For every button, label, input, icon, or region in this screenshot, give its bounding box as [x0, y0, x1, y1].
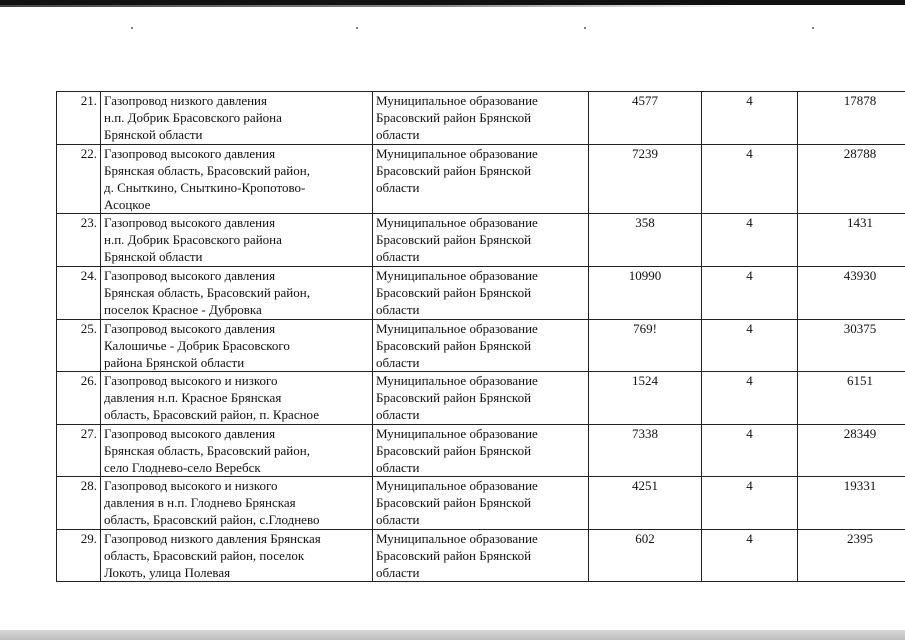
pipeline-name-line: района Брянской области	[104, 355, 245, 370]
owner	[373, 92, 589, 145]
length-value: 7239	[589, 145, 702, 214]
row-number: 26.	[57, 372, 101, 425]
owner-line: области	[376, 302, 420, 317]
pipeline-name-line: село Глоднево-село Веребск	[104, 460, 261, 475]
pipeline-name-line: поселок Красное - Дубровка	[104, 302, 262, 317]
owner-line: области	[376, 407, 420, 422]
owner-line: области	[376, 512, 420, 527]
scan-speck	[584, 27, 586, 29]
row-number: 23.	[57, 214, 101, 267]
pipeline-name-line: Брянская область, Брасовский район,	[104, 285, 310, 300]
pipeline-name-line: Газопровод низкого давления Брянская	[104, 531, 321, 546]
owner-line: области	[376, 180, 420, 195]
owner	[373, 372, 589, 425]
pipeline-name-line: н.п. Добрик Брасовского района	[104, 110, 282, 125]
table-row	[57, 214, 905, 267]
pipeline-name-line: Газопровод низкого давления	[104, 93, 267, 108]
coefficient-value: 4	[702, 372, 798, 425]
owner-line: области	[376, 127, 420, 142]
owner-line: Брасовский район Брянской	[376, 390, 532, 405]
total-value: 17878	[798, 92, 905, 145]
coefficient-value: 4	[702, 214, 798, 267]
pipeline-name	[101, 145, 373, 214]
table-body	[57, 92, 905, 582]
pipeline-name	[101, 477, 373, 530]
total-value: 2395	[798, 530, 905, 582]
pipeline-name-line: Брянской области	[104, 127, 203, 142]
row-number: 22.	[57, 145, 101, 214]
coefficient-value: 4	[702, 145, 798, 214]
pipeline-name-line: Газопровод высокого давления	[104, 426, 276, 441]
table-row	[57, 92, 905, 145]
total-value: 30375	[798, 320, 905, 372]
owner	[373, 320, 589, 372]
coefficient-value: 4	[702, 92, 798, 145]
owner-line: области	[376, 565, 420, 580]
gas-pipeline-table	[56, 91, 905, 582]
pipeline-name-line: область, Брасовский район, поселок	[104, 548, 305, 563]
owner-line: области	[376, 355, 420, 370]
scan-top-shadow	[0, 5, 740, 7]
length-value: 358	[589, 214, 702, 267]
pipeline-name-line: давления в н.п. Глоднево Брянская	[104, 495, 296, 510]
coefficient-value: 4	[702, 530, 798, 582]
owner	[373, 477, 589, 530]
table-row	[57, 145, 905, 214]
pipeline-name-line: Газопровод высокого и низкого	[104, 373, 278, 388]
scan-bottom-edge	[0, 630, 905, 640]
owner-line: Брасовский район Брянской	[376, 285, 532, 300]
length-value: 4251	[589, 477, 702, 530]
pipeline-name-line: область, Брасовский район, с.Глоднево	[104, 512, 320, 527]
total-value: 43930	[798, 267, 905, 320]
owner	[373, 267, 589, 320]
owner-line: Брасовский район Брянской	[376, 495, 532, 510]
owner	[373, 145, 589, 214]
length-value: 769!	[589, 320, 702, 372]
table-row	[57, 267, 905, 320]
owner-line: Муниципальное образование	[376, 93, 538, 108]
pipeline-name	[101, 92, 373, 145]
pipeline-name	[101, 267, 373, 320]
scan-speck	[356, 27, 358, 29]
pipeline-name-line: Брянская область, Брасовский район,	[104, 163, 310, 178]
pipeline-name-line: область, Брасовский район, п. Красное	[104, 407, 319, 422]
pipeline-name	[101, 320, 373, 372]
length-value: 10990	[589, 267, 702, 320]
scan-speck	[131, 27, 133, 29]
owner	[373, 530, 589, 582]
owner	[373, 425, 589, 477]
length-value: 4577	[589, 92, 702, 145]
owner-line: Брасовский район Брянской	[376, 110, 532, 125]
owner-line: Брасовский район Брянской	[376, 232, 532, 247]
total-value: 28349	[798, 425, 905, 477]
table-row	[57, 477, 905, 530]
table-row	[57, 320, 905, 372]
coefficient-value: 4	[702, 320, 798, 372]
row-number: 21.	[57, 92, 101, 145]
pipeline-name-line: Газопровод высокого давления	[104, 146, 276, 161]
table-row	[57, 530, 905, 582]
length-value: 1524	[589, 372, 702, 425]
row-number: 27.	[57, 425, 101, 477]
row-number: 28.	[57, 477, 101, 530]
pipeline-name-line: давления н.п. Красное Брянская	[104, 390, 282, 405]
coefficient-value: 4	[702, 267, 798, 320]
pipeline-name	[101, 372, 373, 425]
total-value: 1431	[798, 214, 905, 267]
pipeline-name-line: Брянской области	[104, 249, 203, 264]
table-row	[57, 425, 905, 477]
table-row	[57, 372, 905, 425]
pipeline-name	[101, 530, 373, 582]
owner-line: Муниципальное образование	[376, 531, 538, 546]
pipeline-name-line: Газопровод высокого и низкого	[104, 478, 278, 493]
total-value: 19331	[798, 477, 905, 530]
pipeline-name-line: д. Сныткино, Сныткино-Кропотово-	[104, 180, 306, 195]
coefficient-value: 4	[702, 477, 798, 530]
owner-line: Брасовский район Брянской	[376, 443, 532, 458]
row-number: 25.	[57, 320, 101, 372]
pipeline-name	[101, 425, 373, 477]
pipeline-name-line: Асоцкое	[104, 197, 151, 212]
pipeline-name-line: Газопровод высокого давления	[104, 215, 276, 230]
row-number: 24.	[57, 267, 101, 320]
coefficient-value: 4	[702, 425, 798, 477]
owner-line: Брасовский район Брянской	[376, 548, 532, 563]
owner-line: Муниципальное образование	[376, 268, 538, 283]
length-value: 602	[589, 530, 702, 582]
owner-line: Муниципальное образование	[376, 146, 538, 161]
length-value: 7338	[589, 425, 702, 477]
owner-line: Муниципальное образование	[376, 321, 538, 336]
pipeline-name-line: Газопровод высокого давления	[104, 321, 276, 336]
owner-line: Муниципальное образование	[376, 426, 538, 441]
owner-line: области	[376, 249, 420, 264]
owner-line: Муниципальное образование	[376, 215, 538, 230]
row-number: 29.	[57, 530, 101, 582]
owner	[373, 214, 589, 267]
owner-line: Муниципальное образование	[376, 478, 538, 493]
owner-line: Брасовский район Брянской	[376, 163, 532, 178]
pipeline-name-line: Газопровод высокого давления	[104, 268, 276, 283]
total-value: 6151	[798, 372, 905, 425]
pipeline-name-line: Калошичье - Добрик Брасовского	[104, 338, 290, 353]
pipeline-name	[101, 214, 373, 267]
pipeline-name-line: Локоть, улица Полевая	[104, 565, 231, 580]
pipeline-name-line: н.п. Добрик Брасовского района	[104, 232, 282, 247]
pipeline-name-line: Брянская область, Брасовский район,	[104, 443, 310, 458]
owner-line: Муниципальное образование	[376, 373, 538, 388]
total-value: 28788	[798, 145, 905, 214]
owner-line: Брасовский район Брянской	[376, 338, 532, 353]
scan-speck	[812, 27, 814, 29]
owner-line: области	[376, 460, 420, 475]
